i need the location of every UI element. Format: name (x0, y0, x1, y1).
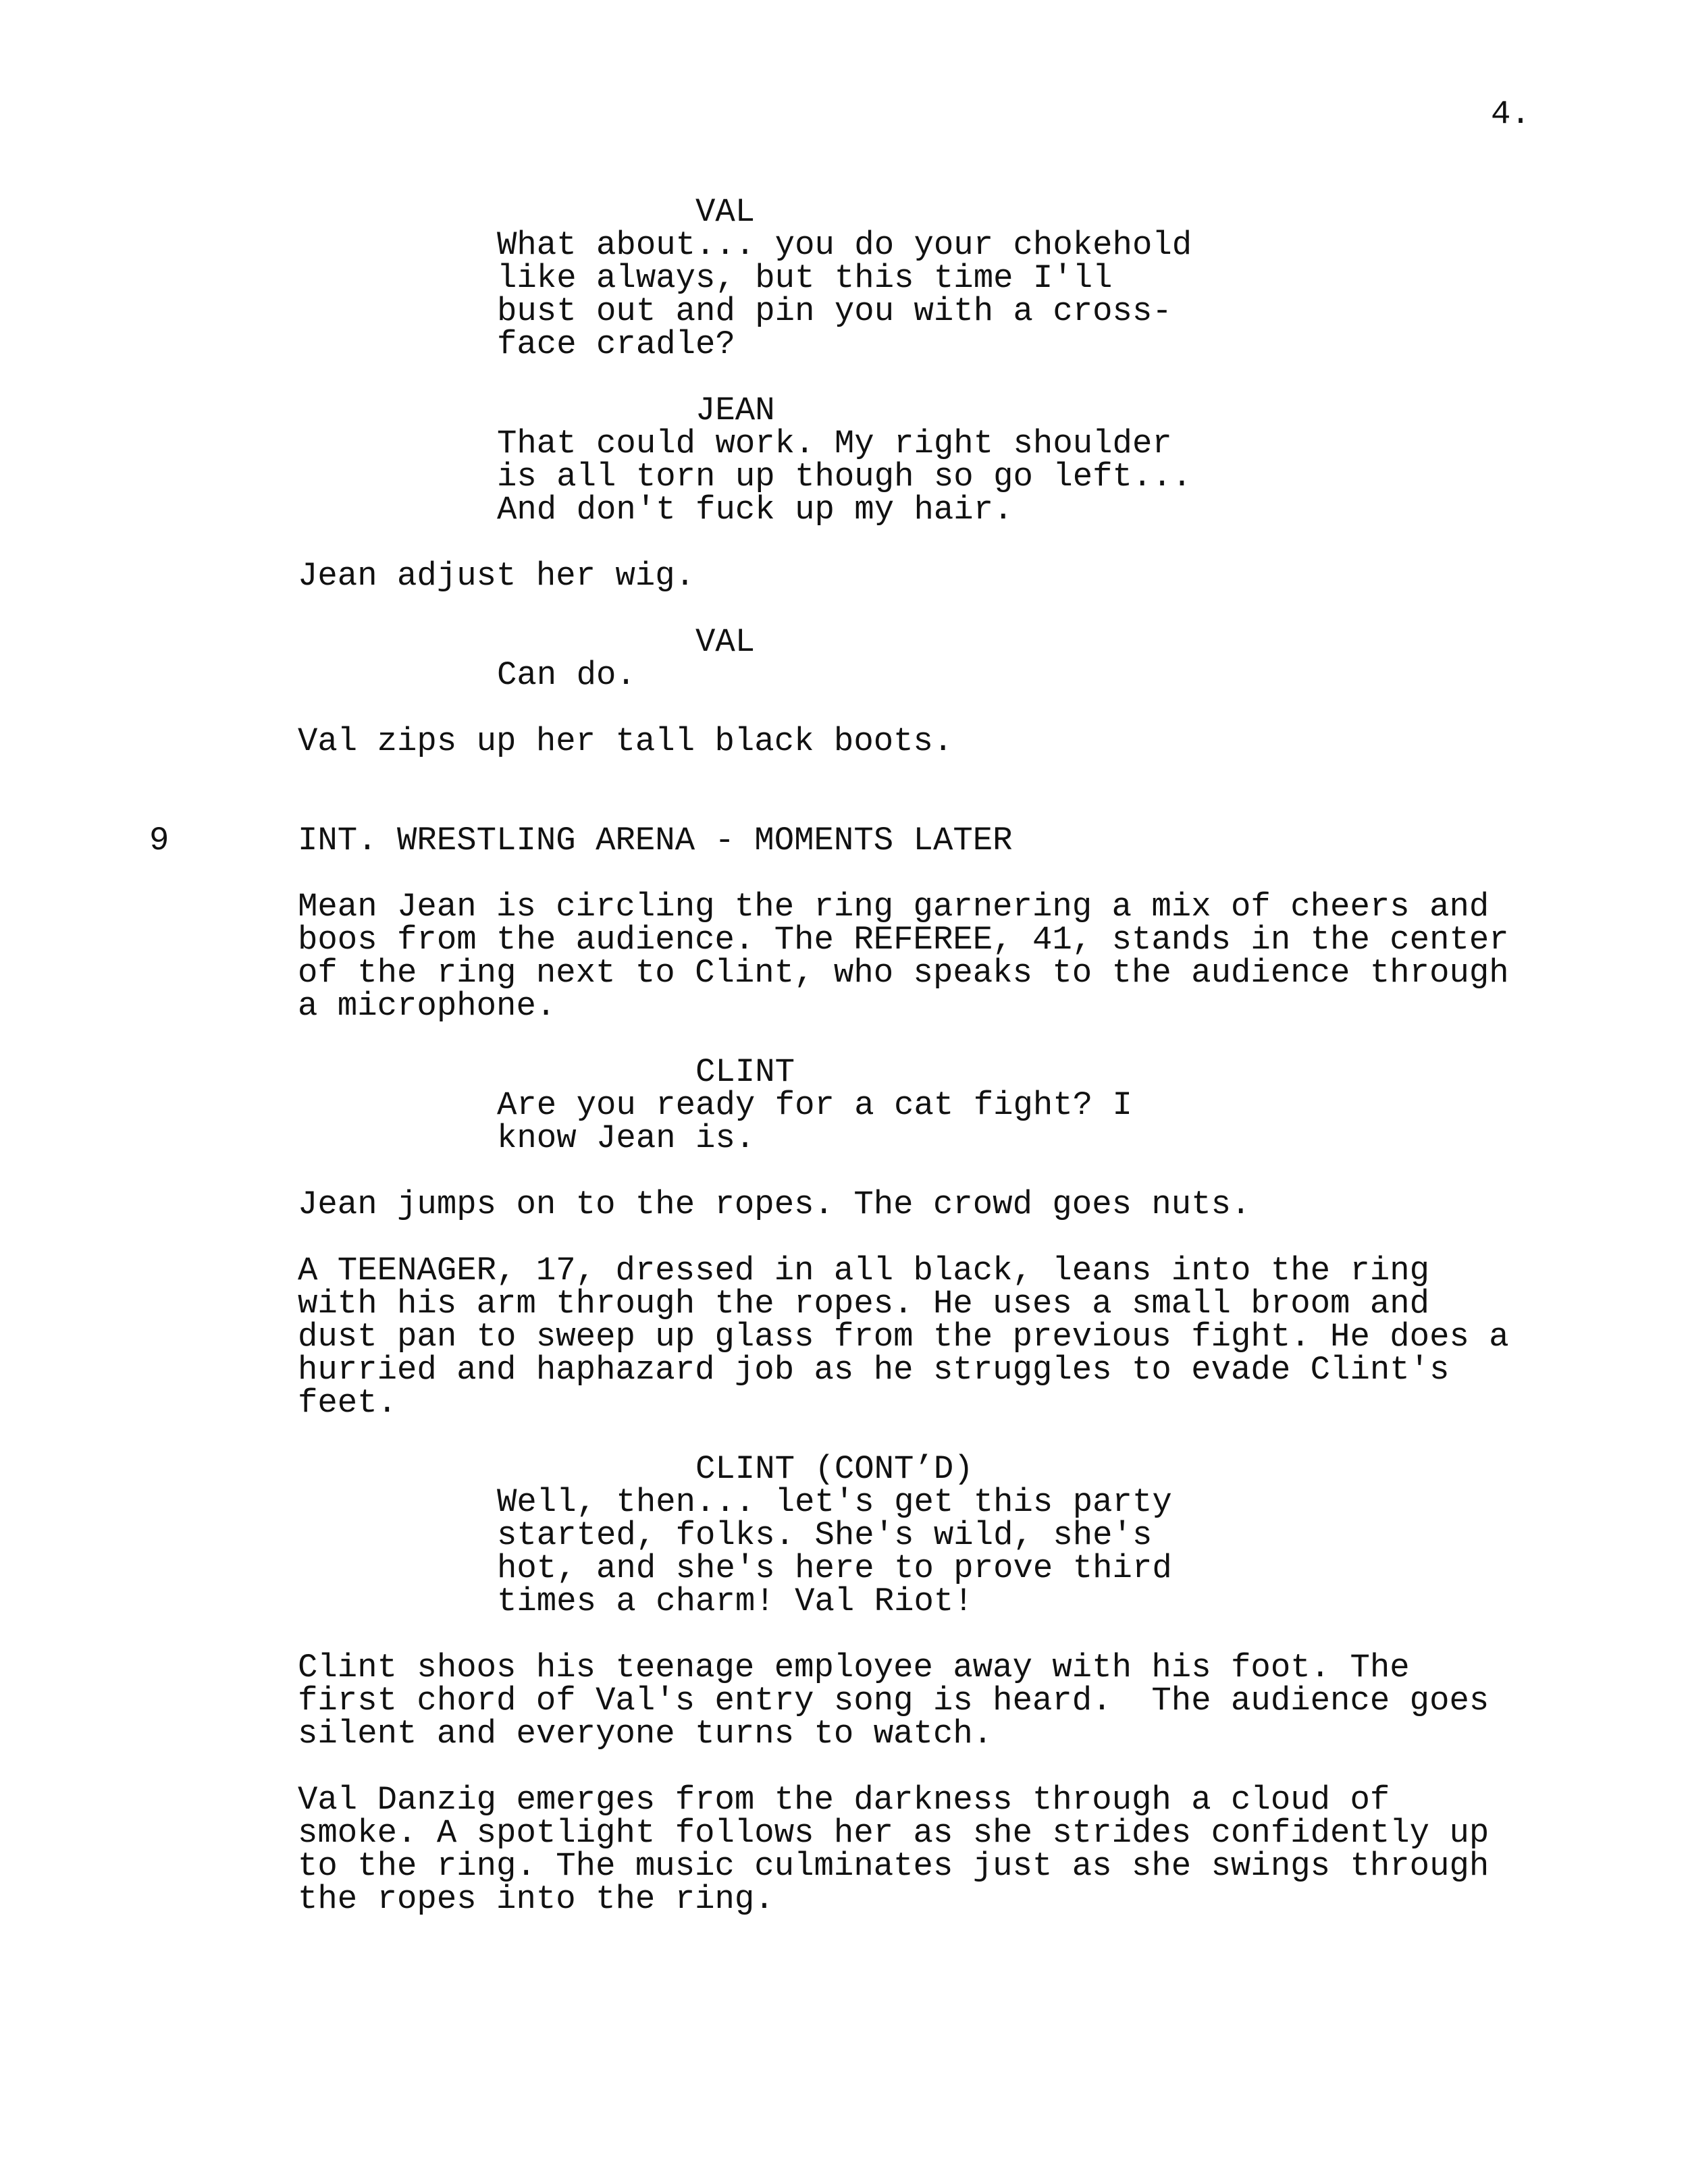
action-line: Jean adjust her wig. (298, 557, 695, 595)
action-line: boos from the audience. The REFEREE, 41, stands in the center (298, 921, 1509, 959)
dialogue-line: Can do. (497, 656, 636, 694)
action-line: the ropes into the ring. (298, 1880, 774, 1918)
dialogue-line: hot, and she's here to prove third (497, 1549, 1172, 1587)
dialogue-line: Are you ready for a cat fight? I (497, 1086, 1132, 1124)
action-line: with his arm through the ropes. He uses a small broom and (298, 1285, 1430, 1323)
action-line: smoke. A spotlight follows her as she strides confidently up (298, 1814, 1489, 1852)
character-name: CLINT (CONT’D) (695, 1450, 974, 1488)
dialogue-line: That could work. My right shoulder (497, 425, 1172, 462)
action-line: feet. (298, 1384, 398, 1422)
action-line: Jean jumps on to the ropes. The crowd goes nuts. (298, 1186, 1251, 1223)
dialogue-line: bust out and pin you with a cross- (497, 292, 1172, 330)
scene-heading: INT. WRESTLING ARENA - MOMENTS LATER (298, 822, 1013, 859)
action-line: dust pan to sweep up glass from the previous fight. He does a (298, 1318, 1509, 1356)
dialogue-line: And don't fuck up my hair. (497, 491, 1013, 529)
dialogue-line: times a charm! Val Riot! (497, 1582, 974, 1620)
action-line: Clint shoos his teenage employee away with his foot. The (298, 1649, 1410, 1686)
action-line: hurried and haphazard job as he struggles to evade Clint's (298, 1351, 1450, 1389)
character-name: VAL (695, 623, 756, 661)
dialogue-line: is all torn up though so go left... (497, 458, 1192, 496)
dialogue-line: Well, then... let's get this party (497, 1483, 1172, 1521)
character-name: CLINT (695, 1053, 795, 1091)
action-line: A TEENAGER, 17, dressed in all black, leans into the ring (298, 1252, 1430, 1289)
page-number: 4. (1491, 95, 1531, 133)
action-line: Mean Jean is circling the ring garnering a mix of cheers and (298, 888, 1489, 926)
action-line: Val zips up her tall black boots. (298, 722, 953, 760)
dialogue-line: face cradle? (497, 325, 735, 363)
action-line: of the ring next to Clint, who speaks to the audience through (298, 954, 1509, 992)
character-name: VAL (695, 193, 756, 231)
dialogue-line: like always, but this time I'll (497, 259, 1113, 297)
dialogue-line: know Jean is. (497, 1119, 756, 1157)
action-line: Val Danzig emerges from the darkness through a cloud of (298, 1781, 1390, 1819)
action-line: a microphone. (298, 987, 556, 1025)
dialogue-line: started, folks. She's wild, she's (497, 1516, 1153, 1554)
dialogue-line: What about... you do your chokehold (497, 226, 1192, 264)
character-name: JEAN (695, 392, 775, 429)
scene-number: 9 (149, 822, 169, 859)
action-line: first chord of Val's entry song is heard. The audience goes (298, 1682, 1489, 1720)
action-line: to the ring. The music culminates just as she swings through (298, 1847, 1489, 1885)
action-line: silent and everyone turns to watch. (298, 1715, 993, 1753)
